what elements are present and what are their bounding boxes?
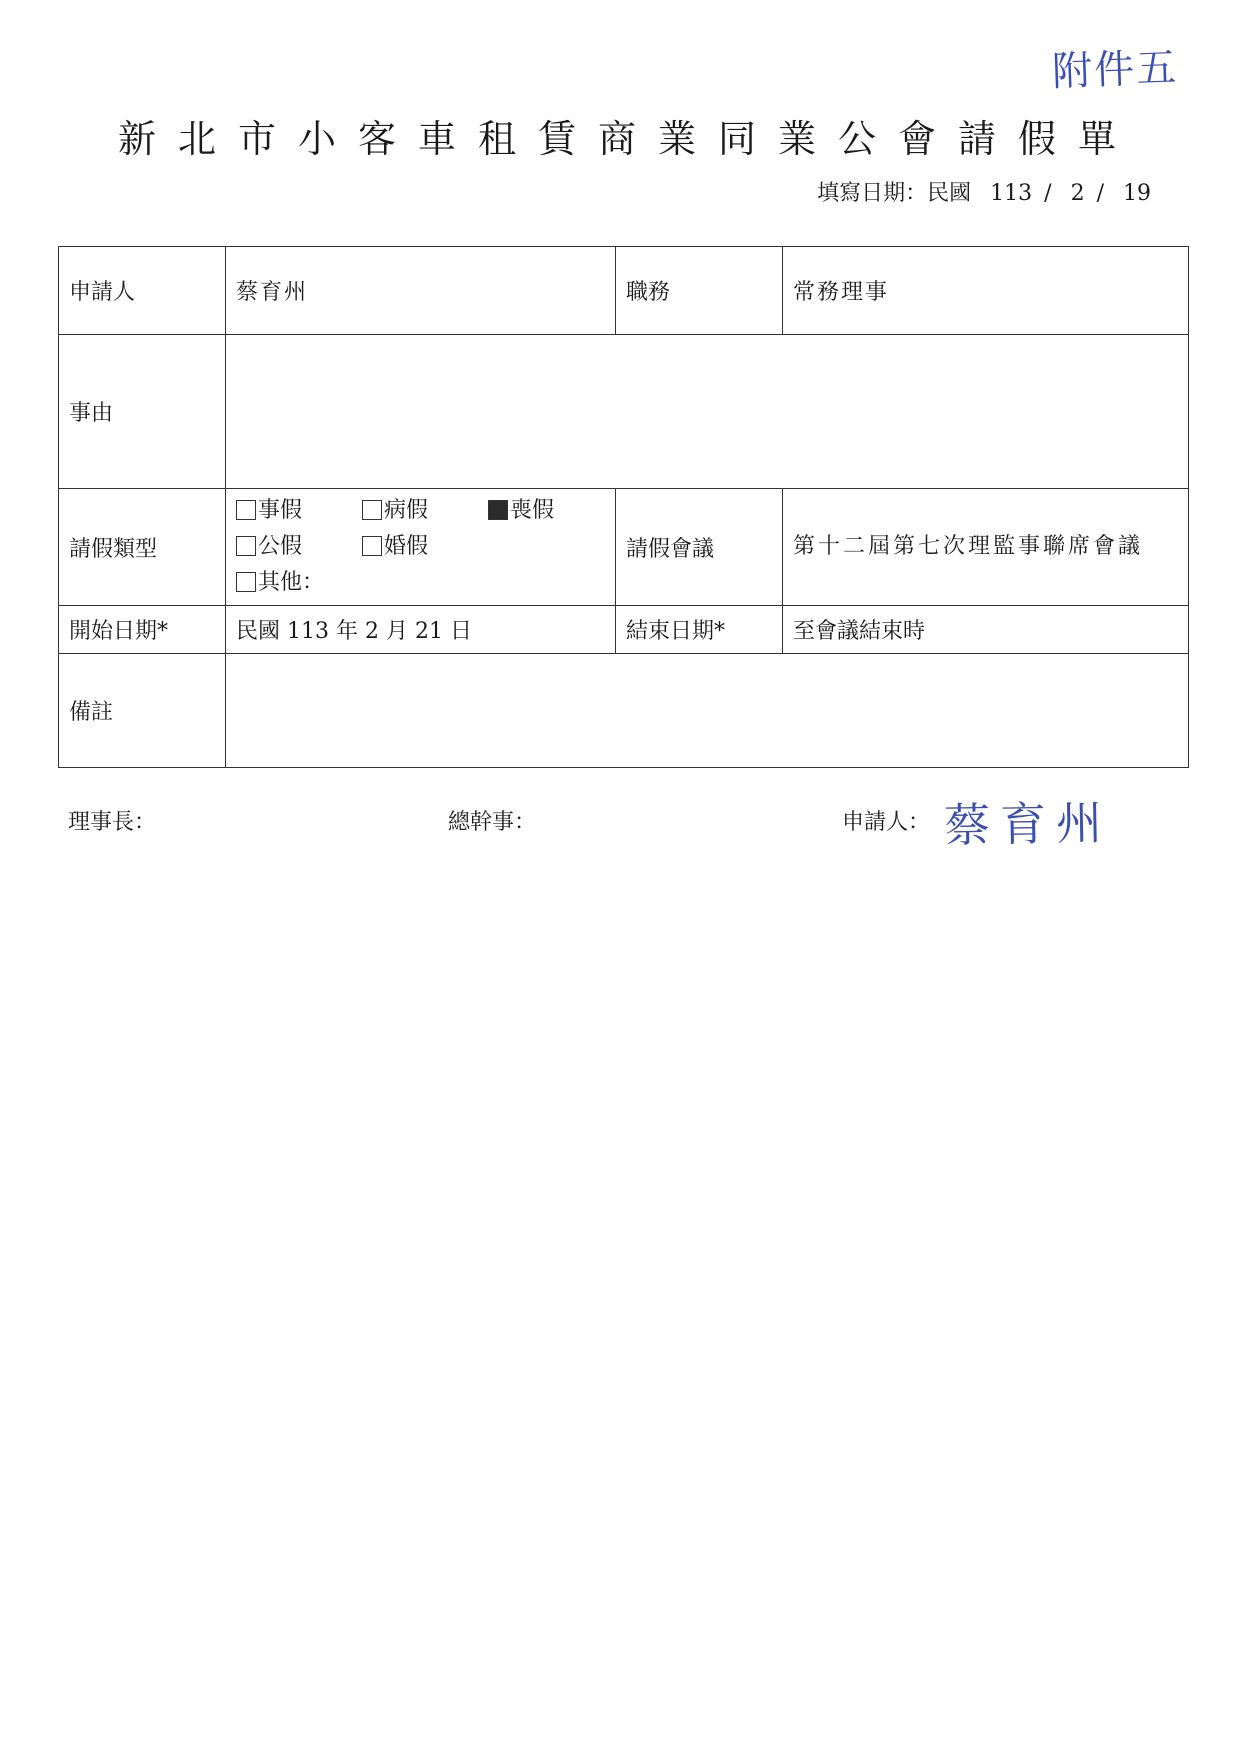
position-label: 職務: [616, 247, 783, 335]
leave-type-label: 請假類型: [59, 489, 226, 606]
table-row: [59, 247, 1189, 335]
end-date-label: 結束日期*: [616, 606, 783, 654]
leave-option-label: 婚假: [384, 534, 429, 559]
applicant-value[interactable]: 蔡育州: [226, 247, 616, 335]
fill-date-month: 2: [1070, 181, 1085, 206]
annex-label: 附件五: [1051, 44, 1179, 96]
meeting-label: 請假會議: [616, 489, 783, 606]
checkbox[interactable]: [236, 536, 256, 556]
checkbox[interactable]: [236, 572, 256, 592]
reason-label: 事由: [59, 335, 226, 489]
secretary-signature-label: 總幹事：: [448, 810, 537, 835]
leave-option-other[interactable]: [236, 565, 362, 601]
leave-option-personal[interactable]: [236, 493, 362, 529]
applicant-handwritten-signature: 蔡育州: [943, 795, 1113, 853]
applicant-signature-label: 申請人：: [842, 810, 931, 835]
remark-value[interactable]: [226, 654, 1189, 768]
leave-option-label: 公假: [258, 534, 303, 559]
leave-option-label: 病假: [384, 498, 429, 523]
position-value[interactable]: 常務理事: [783, 247, 1189, 335]
leave-option-funeral[interactable]: [488, 493, 614, 529]
remark-label: 備註: [59, 654, 226, 768]
leave-form-table: [58, 246, 1189, 768]
table-row: [59, 489, 1189, 606]
meeting-value[interactable]: 第十二屆第七次理監事聯席會議: [783, 489, 1189, 606]
leave-option-label: 喪假: [510, 498, 555, 523]
checkbox[interactable]: [236, 500, 256, 520]
leave-option-sick[interactable]: [362, 493, 488, 529]
table-row: [59, 606, 1189, 654]
checkbox[interactable]: [362, 500, 382, 520]
table-row: [59, 335, 1189, 489]
page-title: 新北市小客車租賃商業同業公會請假單: [118, 117, 1139, 161]
leave-option-label: 其他：: [258, 570, 325, 595]
fill-date-year: 113: [990, 181, 1033, 206]
applicant-label: 申請人: [59, 247, 226, 335]
fill-date-day: 19: [1123, 181, 1151, 206]
leave-option-marriage[interactable]: [362, 529, 488, 565]
table-row: [59, 654, 1189, 768]
leave-option-official[interactable]: [236, 529, 362, 565]
start-date-value[interactable]: 民國 113 年 2 月 21 日: [226, 606, 616, 654]
reason-value[interactable]: [226, 335, 1189, 489]
leave-option-label: 事假: [258, 498, 303, 523]
checkbox[interactable]: [362, 536, 382, 556]
start-date-label: 開始日期*: [59, 606, 226, 654]
chairman-signature-label: 理事長：: [68, 810, 157, 835]
end-date-value[interactable]: 至會議結束時: [783, 606, 1189, 654]
checkbox-checked[interactable]: [488, 500, 508, 520]
fill-date-sep: /: [1044, 181, 1052, 206]
fill-date: [817, 176, 1163, 207]
leave-type-options: [226, 489, 616, 606]
fill-date-sep: /: [1096, 181, 1104, 206]
fill-date-label: 填寫日期：民國: [817, 181, 972, 206]
